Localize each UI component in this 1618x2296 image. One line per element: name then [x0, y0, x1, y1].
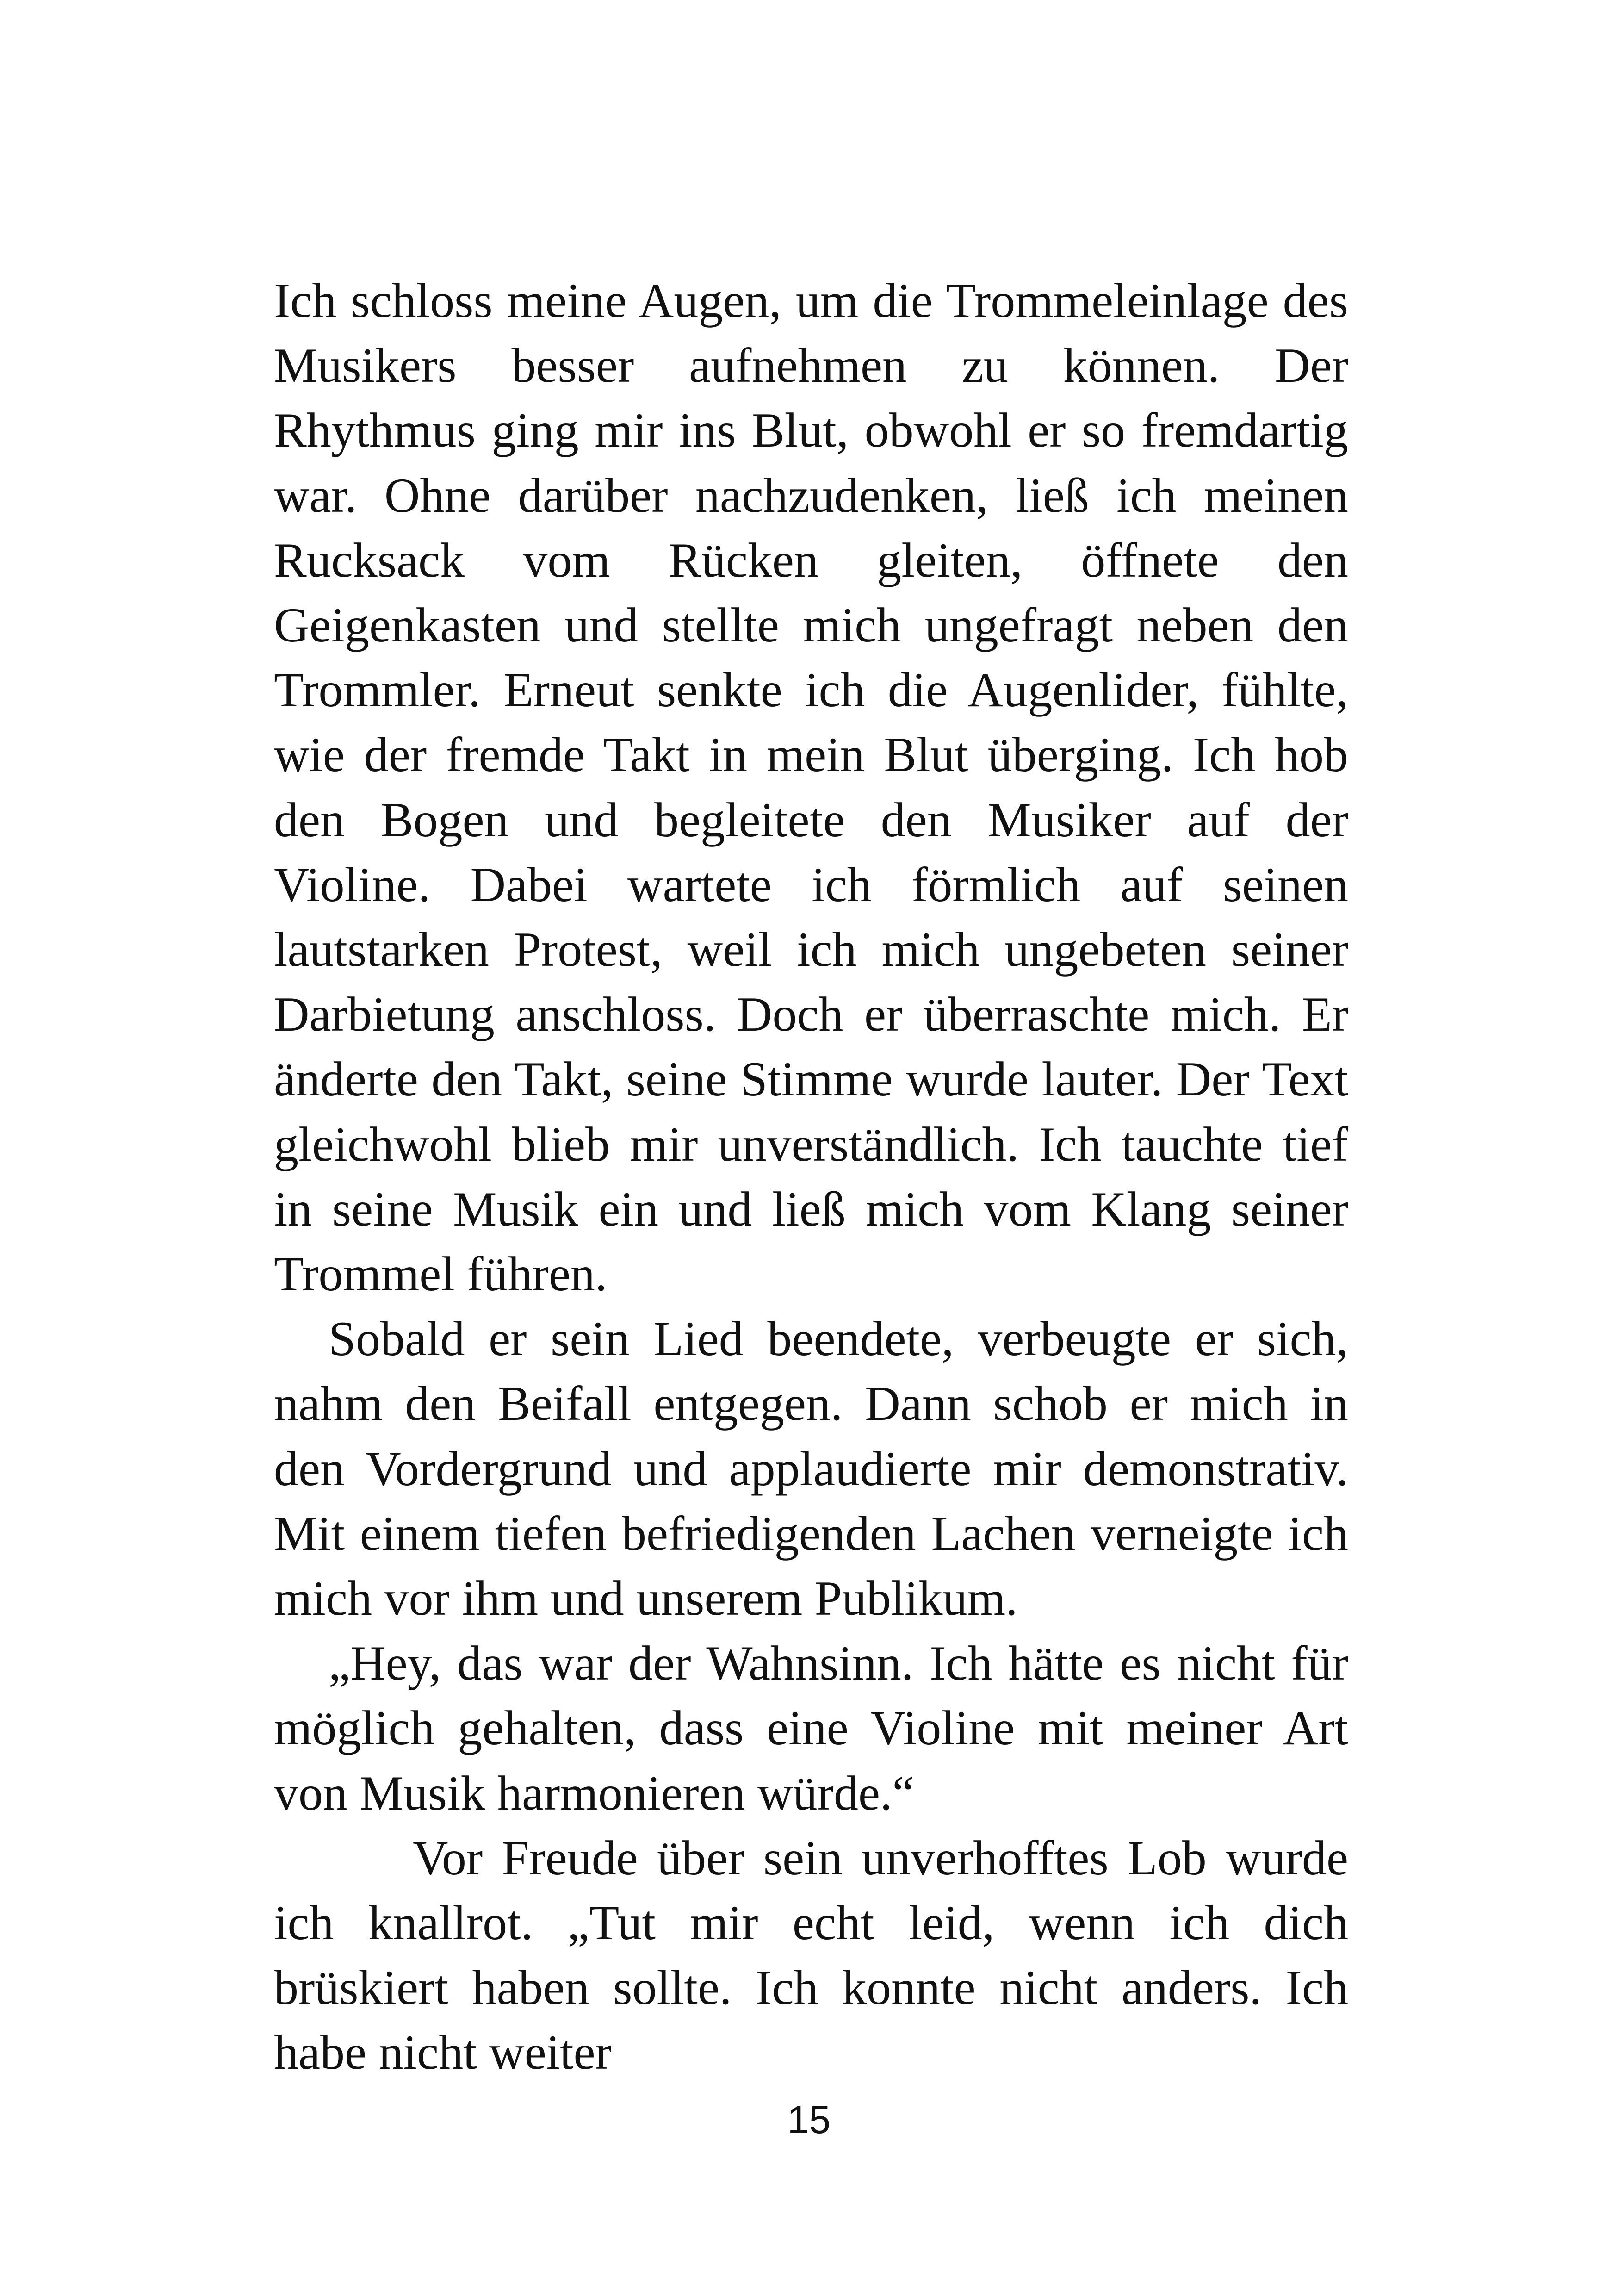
paragraph-3: „Hey, das war der Wahnsinn. Ich hätte es nicht für möglich gehalten, dass eine Violine mit meiner Art von Musik harmonieren würde.“	[274, 1636, 1348, 1820]
body-text	[274, 268, 1348, 2085]
paragraph-4: Vor Freude über sein unverhofftes Lob wurde ich knallrot. „Tut mir echt leid, wenn ich dich brüskiert haben sollte. Ich konnte nicht anders. Ich habe nicht weiter	[274, 1830, 1348, 2080]
paragraph-1: Ich schloss meine Augen, um die Trommeleinlage des Musikers besser aufnehmen zu können. Der Rhythmus ging mir ins Blut, obwohl er so fremdartig war. Ohne darüber nachzudenken, ließ ich meinen Rucksack vom Rücken gleiten, öffnete den Geigenkasten und stellte mich ungefragt neben den Trommler. Erneut senkte ich die Augenlider, fühlte, wie der fremde Takt in mein Blut überging. Ich hob den Bogen und begleitete den Musiker auf der Violine. Dabei wartete ich förmlich auf seinen lautstarken Protest, weil ich mich ungebeten seiner Darbietung anschloss. Doch er überraschte mich. Er änderte den Takt, seine Stimme wurde lauter. Der Text gleichwohl blieb mir unverständlich. Ich tauchte tief in seine Musik ein und ließ mich vom Klang seiner Trommel führen.	[274, 274, 1348, 1301]
page-number: 15	[787, 2098, 831, 2141]
paragraph-2: Sobald er sein Lied beendete, verbeugte er sich, nahm den Beifall entgegen. Dann schob er mich in den Vordergrund und applaudierte mir demonstrativ. Mit einem tiefen befriedigenden Lachen verneigte ich mich vor ihm und unserem Publikum.	[274, 1312, 1348, 1626]
